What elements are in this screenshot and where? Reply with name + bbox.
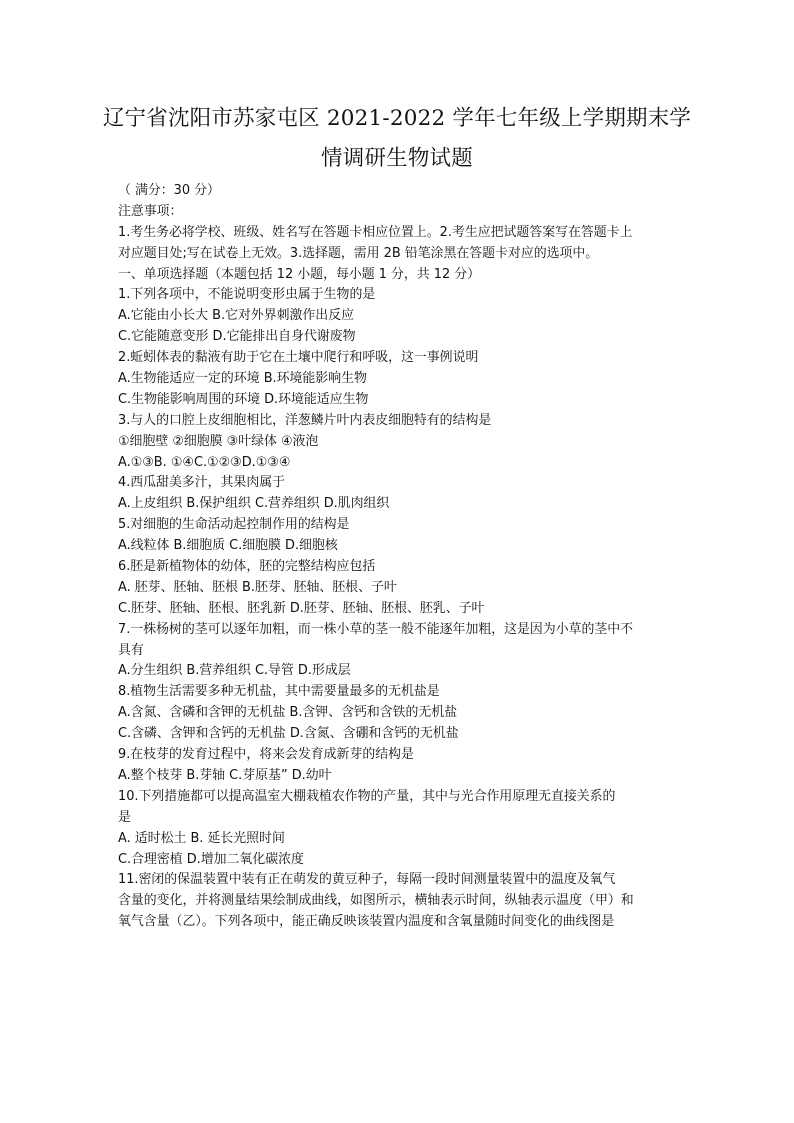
score-line: （ 满分：30 分）: [118, 183, 220, 198]
question-stem: 8.植物生活需要多种无机盐，其中需要量最多的无机盐是: [118, 684, 440, 700]
question-options: A.线粒体 B.细胞质 C.细胞膜 D.细胞核: [118, 538, 338, 554]
section-heading: 一、单项选择题（本题包括 12 小题，每小题 1 分，共 12 分）: [118, 266, 481, 282]
question-options: A. 胚芽、胚轴、胚根 B.胚芽、胚轴、胚根、子叶: [118, 579, 397, 595]
question-options: A. 适时松土 B. 延长光照时间: [118, 830, 285, 846]
exam-title-line-1: 辽宁省沈阳市苏家屯区 2021-2022 学年七年级上学期期末学: [102, 106, 692, 131]
question-stem: 7.一株杨树的茎可以逐年加粗，而一株小草的茎一般不能逐年加粗，这是因为小草的茎中不: [118, 621, 634, 637]
question-stem: 是: [118, 809, 131, 825]
question-stem: 1.下列各项中，不能说明变形虫属于生物的是: [118, 287, 376, 303]
question-options: C.合理密植 D.增加二氧化碳浓度: [118, 851, 304, 867]
question-stem: 3.与人的口腔上皮细胞相比，洋葱鳞片叶内表皮细胞特有的结构是: [118, 412, 492, 428]
question-stem: 6.胚是新植物体的幼体，胚的完整结构应包括: [118, 559, 376, 575]
question-stem: 4.西瓜甜美多汁，其果肉属于: [118, 475, 285, 491]
question-options: A.①③B. ①④C.①②③D.①③④: [118, 454, 291, 470]
question-options: A.上皮组织 B.保护组织 C.营养组织 D.肌肉组织: [118, 496, 390, 512]
question-options: A.它能由小长大 B.它对外界刺激作出反应: [118, 308, 354, 324]
exam-body: [118, 181, 688, 933]
question-options: C.胚芽、胚轴、胚根、胚乳新 D.胚芽、胚轴、胚根、胚乳、子叶: [118, 600, 485, 616]
question-stem: 2.蚯蚓体表的黏液有助于它在土壤中爬行和呼吸，这一事例说明: [118, 350, 479, 366]
question-stem: 具有: [118, 642, 144, 658]
question-options: C.生物能影响周围的环境 D.环境能适应生物: [118, 391, 369, 407]
question-stem: 5.对细胞的生命活动起控制作用的结构是: [118, 517, 350, 533]
notice-text: 对应题目处;写在试卷上无效。3.选择题，需用 2B 铅笔涂黑在答题卡对应的选项中。: [118, 245, 599, 261]
question-items: ①细胞壁 ②细胞膜 ③叶绿体 ④液泡: [118, 433, 319, 449]
exam-title-line-2: 情调研生物试题: [321, 146, 473, 171]
question-options: A.分生组织 B.营养组织 C.导管 D.形成层: [118, 663, 351, 679]
question-options: A.整个枝芽 B.芽轴 C.芽原基” D.幼叶: [118, 767, 332, 783]
question-stem: 含量的变化，并将测量结果绘制成曲线，如图所示，横轴表示时间，纵轴表示温度（甲）和: [118, 893, 634, 909]
question-stem: 10.下列措施都可以提高温室大棚栽植农作物的产量，其中与光合作用原理无直接关系的: [118, 788, 616, 804]
notice-text: 1.考生务必将学校、班级、姓名写在答题卡相应位置上。2.考生应把试题答案写在答题卡上: [118, 224, 633, 240]
question-stem: 9.在枝芽的发育过程中，将来会发育成新芽的结构是: [118, 747, 414, 763]
question-options: C.它能随意变形 D.它能排出自身代谢废物: [118, 329, 356, 345]
question-options: A.生物能适应一定的环境 B.环境能影响生物: [118, 371, 367, 387]
question-stem: 11.密闭的保温装置中装有正在萌发的黄豆种子，每隔一段时间测量装置中的温度及氧气: [118, 872, 616, 888]
question-options: A.含氮、含磷和含钾的无机盐 B.含钾、含钙和含铁的无机盐: [118, 705, 458, 721]
question-stem: 氧气含量（乙）。下列各项中，能正确反映该装置内温度和含氧量随时间变化的曲线图是: [118, 914, 615, 930]
notice-heading: 注意事项：: [118, 203, 183, 219]
question-options: C.含磷、含钾和含钙的无机盐 D.含氮、含硼和含钙的无机盐: [118, 726, 459, 742]
